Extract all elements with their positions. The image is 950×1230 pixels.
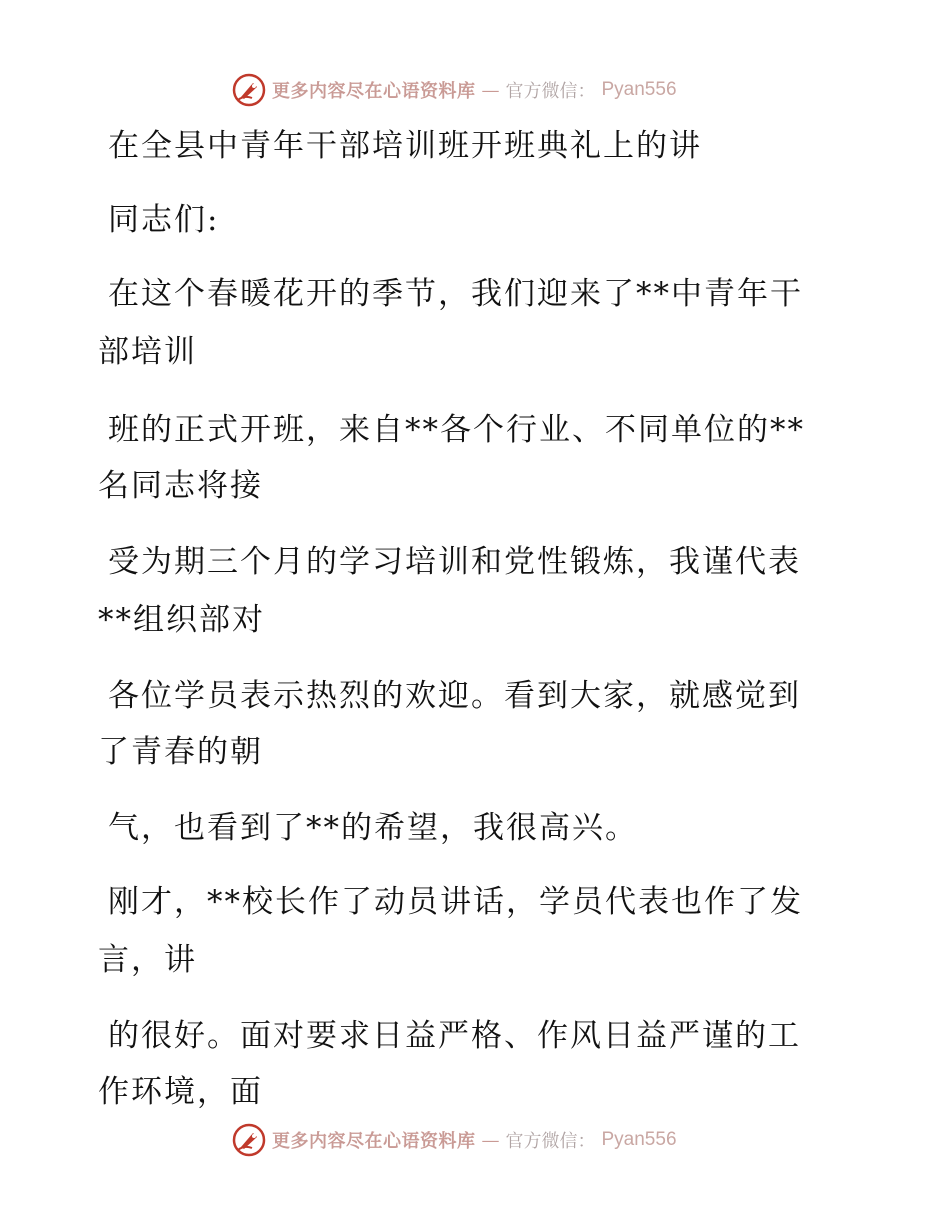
watermark-wechat-id: Pyan556 [601, 79, 677, 100]
watermark-brand: 更多内容尽在心语资料库 [272, 81, 476, 102]
watermark-official-label: 官方微信： [505, 81, 596, 102]
paragraph-line: 刚才，**校长作了动员讲话，学员代表也作了发 [108, 884, 803, 920]
paragraph-line: 受为期三个月的学习培训和党性锻炼，我谨代表 [108, 544, 801, 580]
watermark-official-label: 官方微信： [505, 1131, 596, 1152]
document-title: 在全县中青年干部培训班开班典礼上的讲 [108, 128, 702, 164]
paragraph-line: **组织部对 [98, 602, 265, 638]
footer-watermark [232, 1120, 712, 1160]
watermark-dash: — [481, 79, 500, 101]
paragraph-line: 同志们: [108, 202, 220, 238]
paragraph-line: 部培训 [98, 334, 197, 370]
pen-nib-logo-icon [232, 73, 266, 107]
watermark-wechat-id: Pyan556 [601, 1129, 677, 1150]
paragraph-line: 气，也看到了**的希望，我很高兴。 [108, 810, 638, 846]
paragraph-line: 的很好。面对要求日益严格、作风日益严谨的工 [108, 1018, 801, 1054]
paragraph-line: 言，讲 [98, 942, 197, 978]
paragraph-line: 名同志将接 [98, 468, 263, 504]
pen-nib-logo-icon [232, 1123, 266, 1157]
paragraph-line: 在这个春暖花开的季节，我们迎来了**中青年干 [108, 276, 803, 312]
watermark-dash: — [481, 1129, 500, 1151]
paragraph-line: 各位学员表示热烈的欢迎。看到大家，就感觉到 [108, 678, 801, 714]
paragraph-line: 了青春的朝 [98, 734, 263, 770]
header-watermark [232, 70, 712, 110]
paragraph-line: 班的正式开班，来自**各个行业、不同单位的** [108, 412, 805, 448]
watermark-brand: 更多内容尽在心语资料库 [272, 1131, 476, 1152]
paragraph-line: 作环境，面 [98, 1074, 263, 1110]
